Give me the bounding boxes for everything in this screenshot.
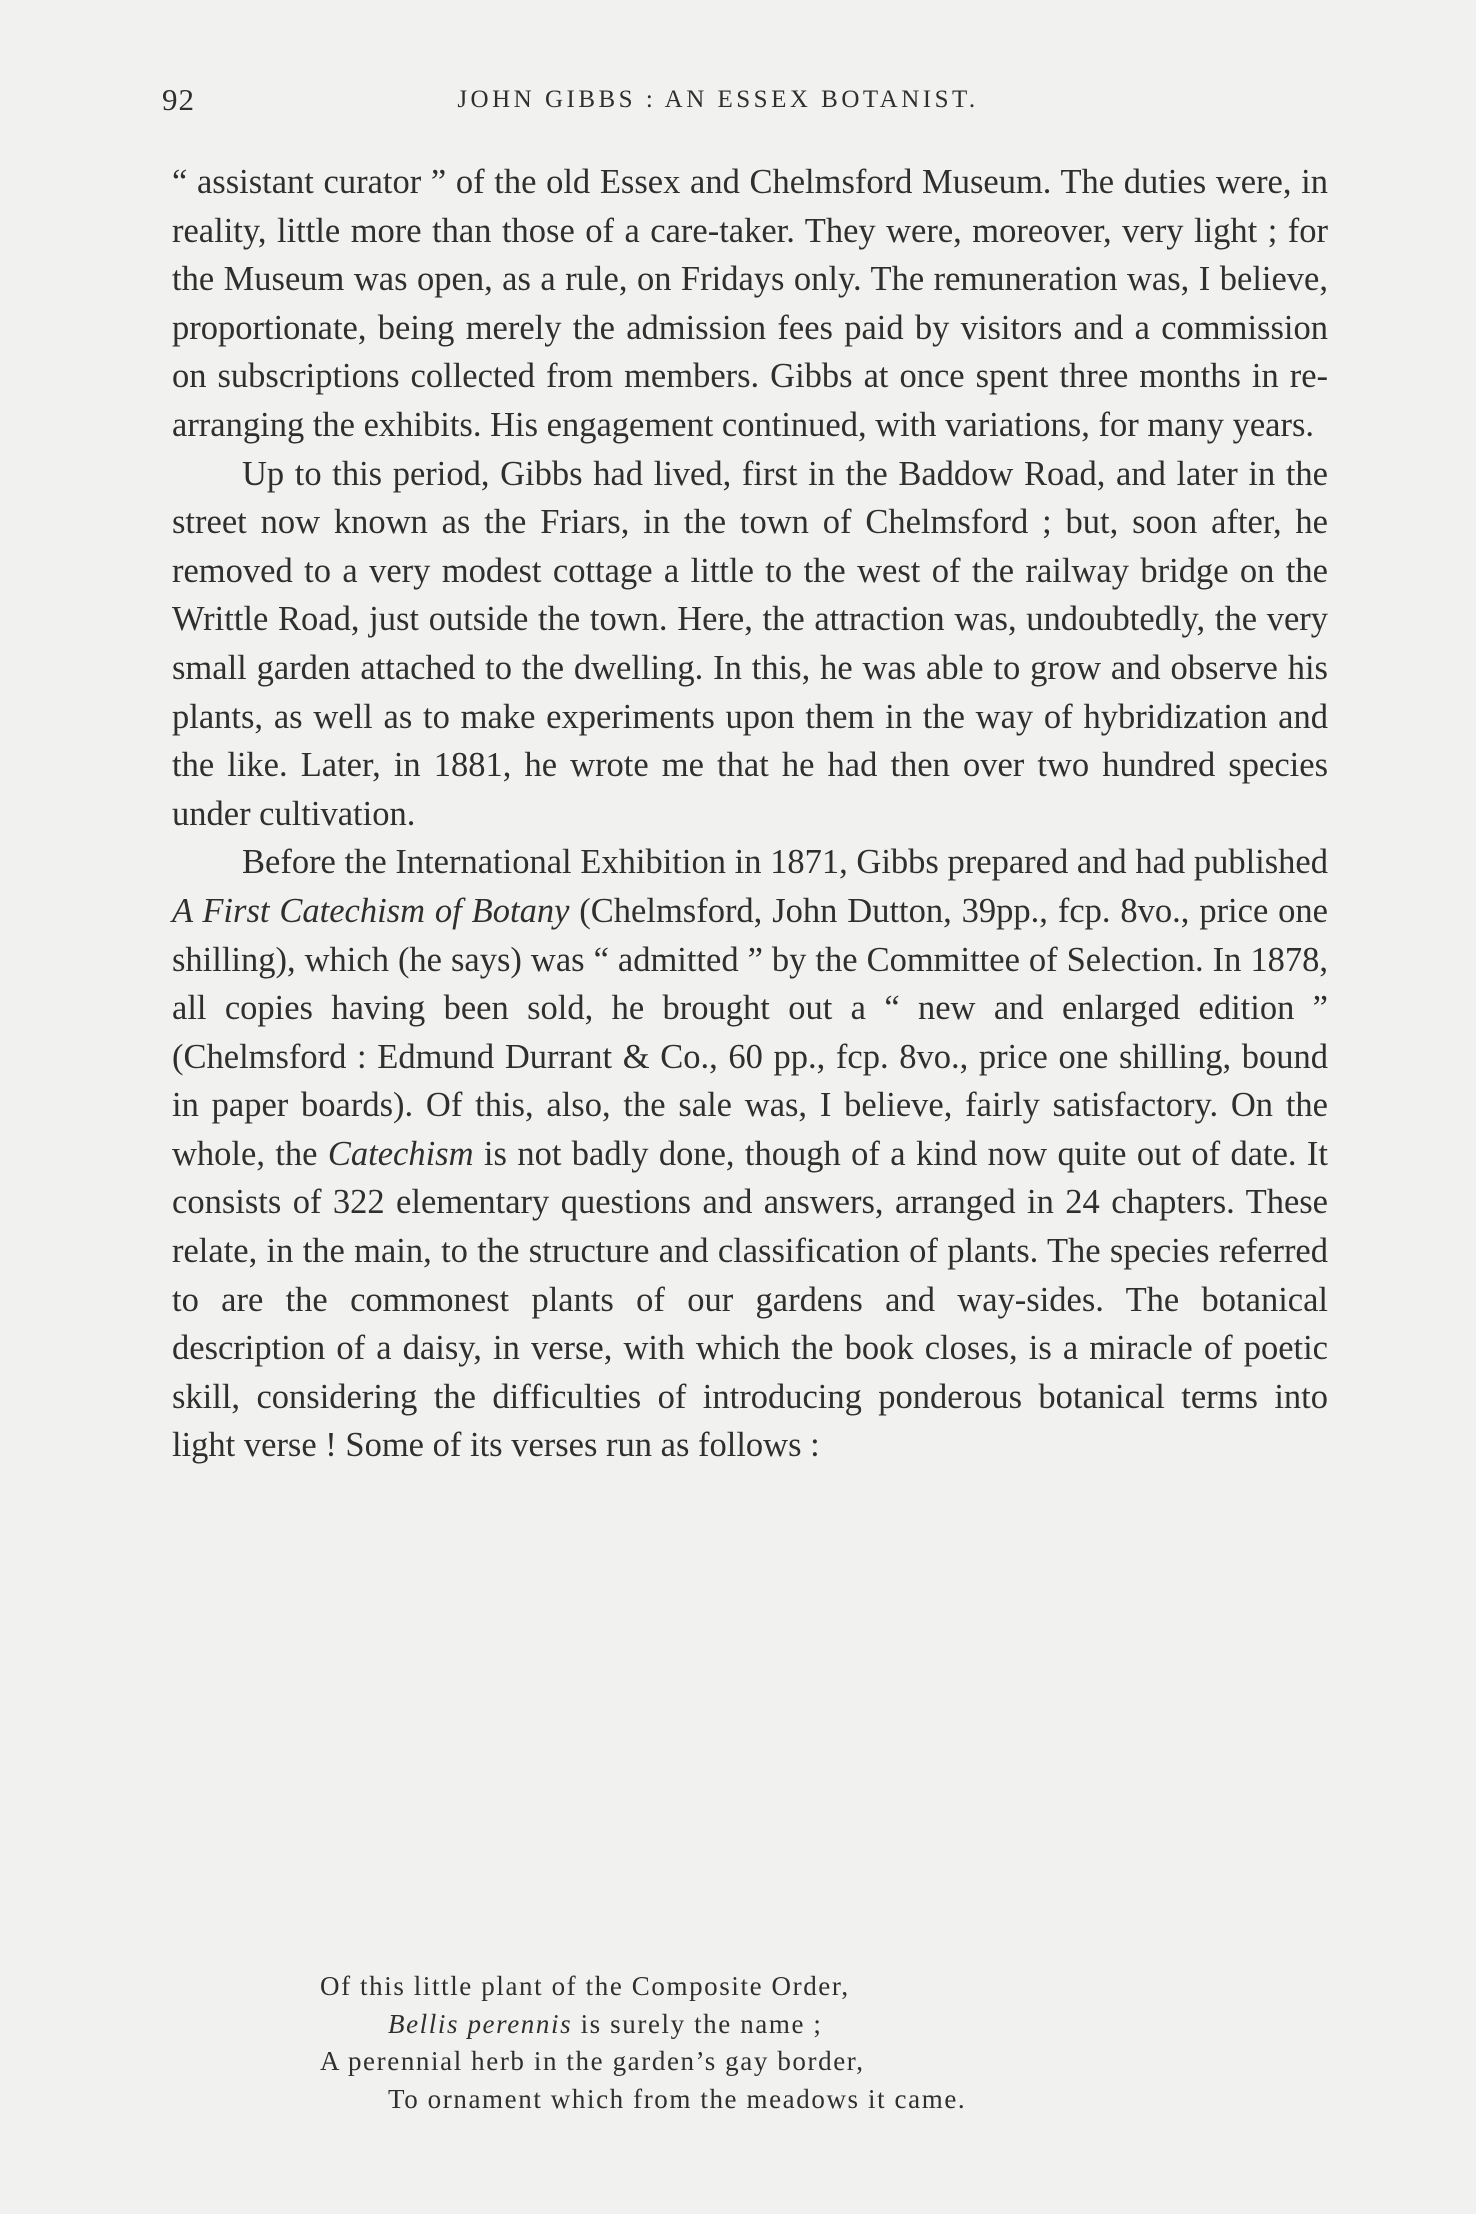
paragraph-3-text-b: (Chelmsford, John Dutton, 39pp., fcp. 8vo., price one shilling), which (he says) was “ admitted ” by the Committee of Selection. In 1878, all copies having been sold, he brought out a “ new and enlarged edition ” (Chelmsford : Edmund Durrant & Co., 60 pp., fcp. 8vo., price one shilling, bound in paper boards). Of this, also, the sale was, I believe, fairly satisfactory. On the whole, the (172, 891, 1328, 1173)
book-title-italic: A First Catechism of Botany (172, 891, 570, 930)
paragraph-1 (172, 158, 1328, 450)
page-number: 92 (162, 82, 195, 117)
verse-line-4-text: To ornament which from the meadows it came. (388, 2083, 967, 2114)
verse-line-2-italic: Bellis perennis (388, 2008, 573, 2039)
catechism-italic: Catechism (327, 1134, 474, 1173)
verse-line-2 (320, 2006, 1220, 2044)
paragraph-2-text: Up to this period, Gibbs had lived, first in the Baddow Road, and later in the street now known as the Friars, in the town of Chelmsford ; but, soon after, he removed to a very modest cottage a little to the west of the railway bridge on the Writtle Road, just outside the town. Here, the attraction was, undoubtedly, the very small garden attached to the dwelling. In this, he was able to grow and observe his plants, as well as to make experiments upon them in the way of hybridization and the like. Later, in 1881, he wrote me that he had then over two hundred species under cultivation. (172, 454, 1328, 833)
verse-line-1-text: Of this little plant of the Composite Order, (320, 1971, 850, 2001)
running-title: JOHN GIBBS : AN ESSEX BOTANIST. (457, 86, 979, 113)
paragraph-3 (172, 838, 1328, 1470)
running-head (162, 82, 1334, 122)
verse-line-4 (320, 2081, 1220, 2119)
paragraph-3-text-a: Before the International Exhibition in 1871, Gibbs prepared and had published (242, 843, 1328, 882)
verse-line-3-text: A perennial herb in the garden’s gay border, (320, 2046, 865, 2076)
verse-quotation (320, 1968, 1220, 2118)
verse-line-2-text: is surely the name ; (572, 2008, 823, 2039)
body-text (172, 158, 1328, 1470)
verse-line-3 (320, 2043, 1220, 2081)
paragraph-2 (172, 450, 1328, 839)
paragraph-1-text: “ assistant curator ” of the old Essex and Chelmsford Museum. The duties were, in reality, little more than those of a care-taker. They were, moreover, very light ; for the Museum was open, as a rule, on Fridays only. The remuneration was, I believe, proportionate, being merely the admission fees paid by visitors and a commission on subscriptions collected from members. Gibbs at once spent three months in re-arranging the exhibits. His engagement continued, with variations, for many years. (172, 163, 1328, 444)
verse-line-1 (320, 1968, 1220, 2006)
paragraph-3-text-c: is not badly done, though of a kind now quite out of date. It consists of 322 elementary questions and answers, arranged in 24 chapters. These relate, in the main, to the structure and classification of plants. The species referred to are the commonest plants of our gardens and way-sides. The botanical description of a daisy, in verse, with which the book closes, is a miracle of poetic skill, considering the difficulties of introducing ponderous botanical terms into light verse ! Some of its verses run as follows : (172, 1134, 1328, 1465)
